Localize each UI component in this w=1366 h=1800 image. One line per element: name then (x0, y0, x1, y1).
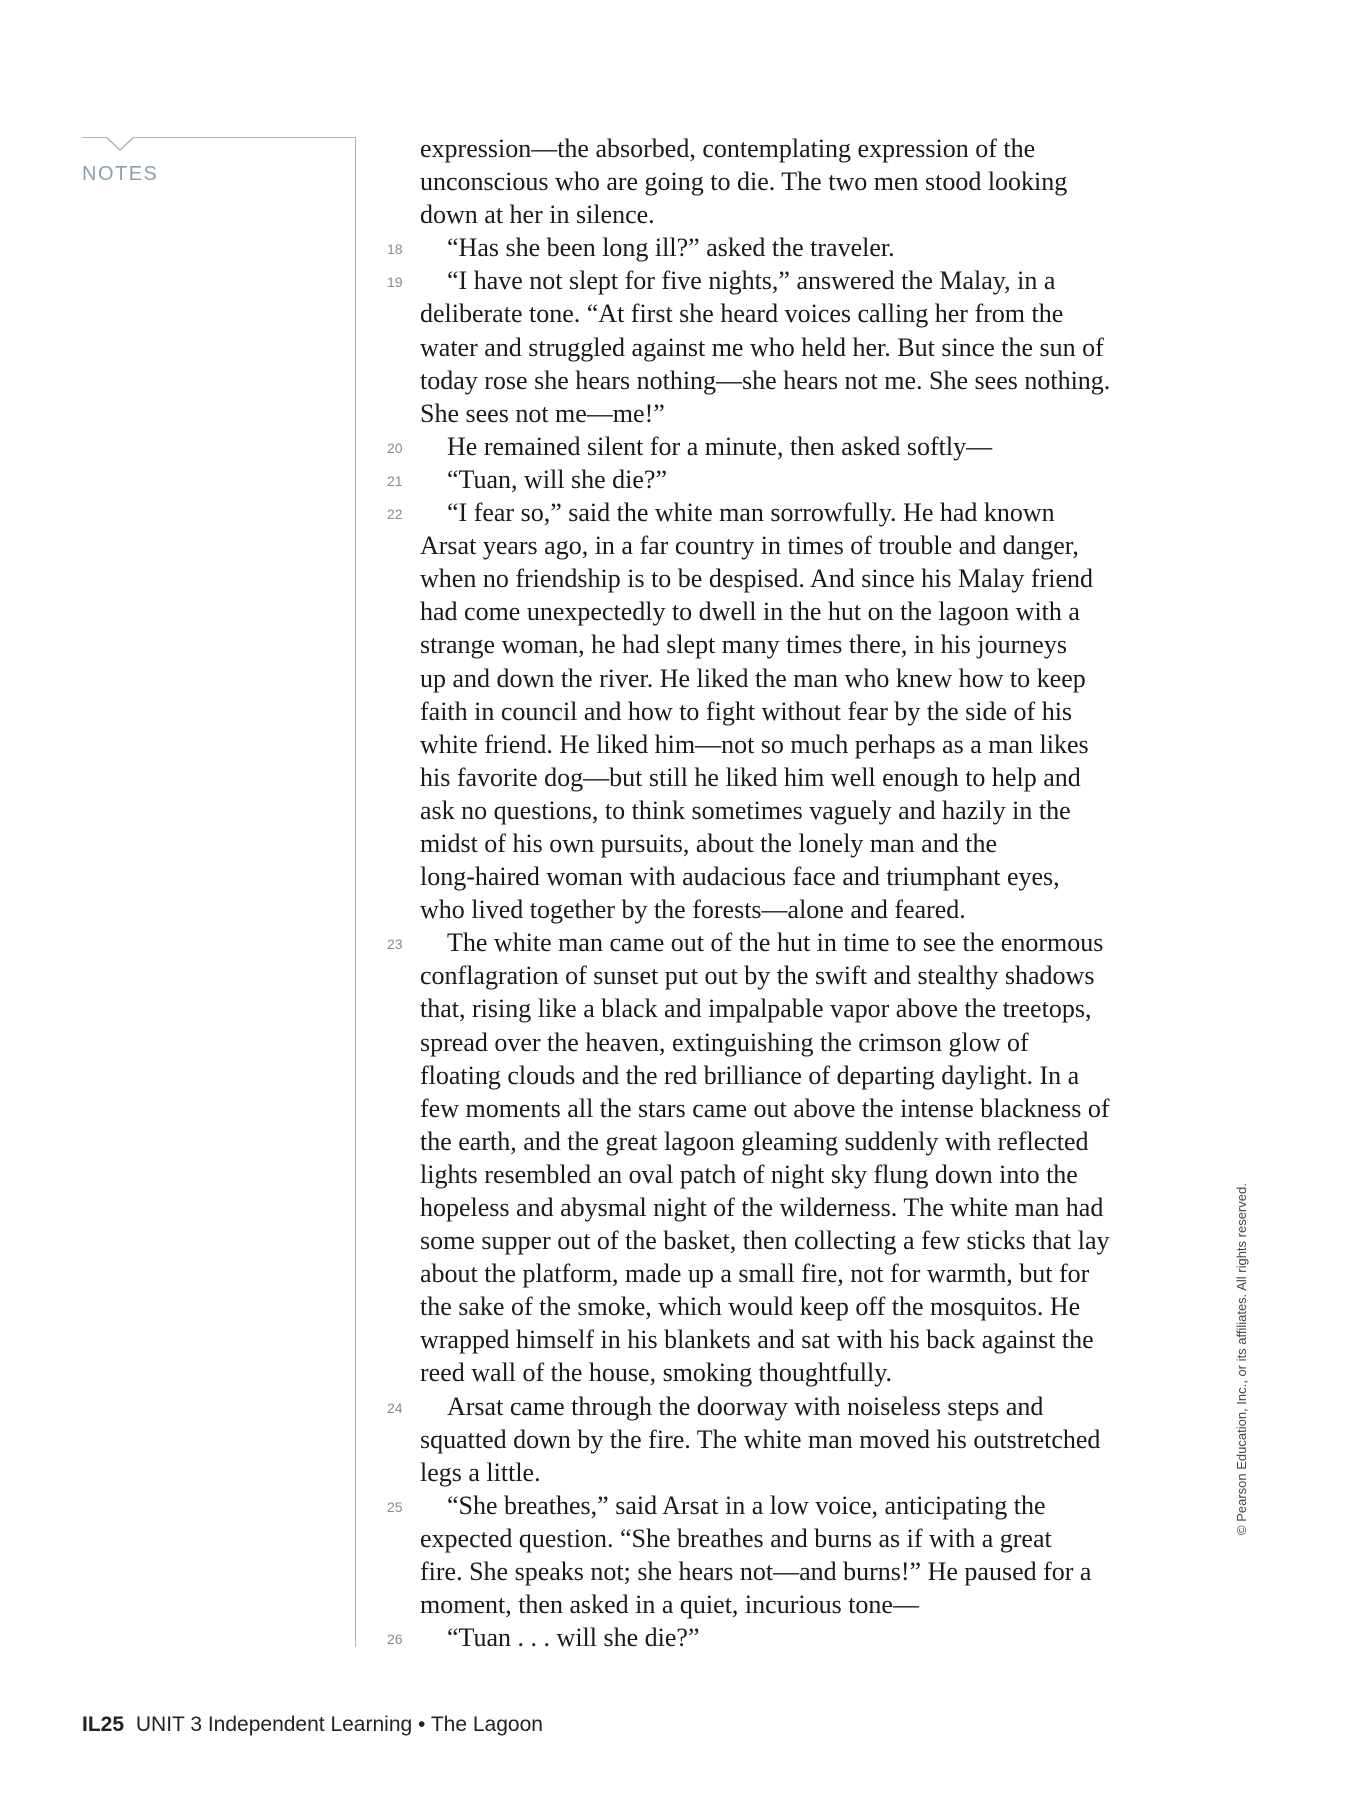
text-line (420, 297, 1170, 330)
text-line (420, 198, 1170, 231)
notes-right-rule (355, 137, 356, 1647)
paragraph (387, 463, 1170, 496)
text-line (420, 1522, 1170, 1555)
line-text: “Tuan, will she die?” (447, 464, 667, 494)
line-text: up and down the river. He liked the man who knew how to keep (420, 663, 1086, 693)
line-text: The white man came out of the hut in time to see the enormous (447, 928, 1104, 958)
line-text: the sake of the smoke, which would keep off the mosquitos. He (420, 1292, 1081, 1322)
line-text: strange woman, he had slept many times there, in his journeys (420, 630, 1067, 660)
text-line (420, 695, 1170, 728)
text-line (420, 1224, 1170, 1257)
paragraph-number: 18 (387, 241, 403, 258)
line-text: “I fear so,” said the white man sorrowfully. He had known (447, 498, 1055, 528)
text-line (420, 1158, 1170, 1191)
line-text: down at her in silence. (420, 200, 655, 230)
paragraph (420, 132, 1170, 231)
page-footer (82, 1713, 543, 1737)
line-text: floating clouds and the red brilliance of departing daylight. In a (420, 1060, 1080, 1090)
line-text: wrapped himself in his blankets and sat with his back against the (420, 1325, 1094, 1355)
text-line (420, 595, 1170, 628)
text-line (420, 1125, 1170, 1158)
text-line (387, 1621, 1170, 1654)
line-text: legs a little. (420, 1457, 541, 1487)
line-text: conflagration of sunset put out by the swift and stealthy shadows (420, 961, 1095, 991)
story-text (387, 132, 1170, 1654)
paragraph-number: 25 (387, 1498, 403, 1515)
line-text: “Tuan . . . will she die?” (447, 1623, 700, 1653)
line-text: expected question. “She breathes and burns as if with a great (420, 1523, 1052, 1553)
line-text: few moments all the stars came out above the intense blackness of (420, 1093, 1110, 1123)
paragraph (387, 430, 1170, 463)
text-line (420, 165, 1170, 198)
paragraph (387, 1390, 1170, 1489)
line-text: long-haired woman with audacious face and triumphant eyes, (420, 862, 1060, 892)
text-line (387, 231, 1170, 264)
text-line (387, 1489, 1170, 1522)
copyright-notice: © Pearson Education, Inc., or its affiliates. All rights reserved. (1234, 1183, 1249, 1535)
paragraph-number: 24 (387, 1399, 403, 1416)
text-line (387, 264, 1170, 297)
line-text: Arsat years ago, in a far country in times of trouble and danger, (420, 531, 1079, 561)
line-text: ask no questions, to think sometimes vaguely and hazily in the (420, 795, 1071, 825)
line-text: lights resembled an oval patch of night sky flung down into the (420, 1159, 1078, 1189)
line-text: Arsat came through the doorway with noiseless steps and (447, 1391, 1044, 1421)
text-line (420, 628, 1170, 661)
text-line (420, 1356, 1170, 1389)
text-line (420, 1456, 1170, 1489)
notes-label: NOTES (82, 163, 159, 185)
text-line (420, 397, 1170, 430)
line-text: fire. She speaks not; she hears not—and burns!” He paused for a (420, 1557, 1092, 1587)
paragraph (387, 231, 1170, 264)
text-line (420, 1323, 1170, 1356)
notes-margin (82, 137, 356, 1647)
line-text: unconscious who are going to die. The two men stood looking (420, 167, 1068, 197)
line-text: white friend. He liked him—not so much perhaps as a man likes (420, 729, 1089, 759)
text-line (420, 364, 1170, 397)
line-text: midst of his own pursuits, about the lonely man and the (420, 828, 997, 858)
text-line (420, 132, 1170, 165)
line-text: moment, then asked in a quiet, incurious tone— (420, 1590, 919, 1620)
text-line (420, 992, 1170, 1025)
text-line (387, 430, 1170, 463)
text-line (387, 463, 1170, 496)
text-line (420, 728, 1170, 761)
line-text: some supper out of the basket, then collecting a few sticks that lay (420, 1226, 1110, 1256)
paragraph (387, 496, 1170, 926)
text-line (420, 1555, 1170, 1588)
text-line (420, 529, 1170, 562)
paragraph-number: 26 (387, 1631, 403, 1648)
line-text: hopeless and abysmal night of the wilderness. The white man had (420, 1193, 1104, 1222)
text-line (387, 1390, 1170, 1423)
line-text: who lived together by the forests—alone and feared. (420, 895, 966, 925)
text-line (420, 860, 1170, 893)
notes-notch-icon (106, 136, 134, 152)
paragraph-number: 22 (387, 506, 403, 523)
paragraph-number: 20 (387, 439, 403, 456)
paragraph (387, 264, 1170, 429)
paragraph-number: 23 (387, 936, 403, 953)
text-line (420, 562, 1170, 595)
text-line (420, 959, 1170, 992)
text-line (387, 496, 1170, 529)
line-text: that, rising like a black and impalpable vapor above the treetops, (420, 994, 1092, 1024)
paragraph-number: 19 (387, 274, 403, 291)
line-text: “She breathes,” said Arsat in a low voice, anticipating the (447, 1490, 1046, 1520)
line-text: squatted down by the fire. The white man moved his outstretched (420, 1424, 1101, 1454)
text-line (420, 761, 1170, 794)
text-line (420, 1423, 1170, 1456)
text-line (420, 1588, 1170, 1621)
text-line (420, 331, 1170, 364)
line-text: expression—the absorbed, contemplating expression of the (420, 134, 1036, 163)
line-text: faith in council and how to fight without fear by the side of his (420, 696, 1073, 726)
line-text: had come unexpectedly to dwell in the hut on the lagoon with a (420, 597, 1080, 627)
text-line (420, 1059, 1170, 1092)
footer-title: UNIT 3 Independent Learning • The Lagoon (135, 1713, 543, 1736)
paragraph (387, 926, 1170, 1389)
paragraph (387, 1621, 1170, 1654)
line-text: today rose she hears nothing—she hears not me. She sees nothing. (420, 365, 1111, 395)
text-line (420, 893, 1170, 926)
line-text: when no friendship is to be despised. And since his Malay friend (420, 564, 1093, 594)
line-text: about the platform, made up a small fire, not for warmth, but for (420, 1259, 1090, 1289)
line-text: She sees not me—me!” (420, 398, 665, 428)
line-text: water and struggled against me who held her. But since the sun of (420, 332, 1104, 362)
text-line (420, 794, 1170, 827)
line-text: “Has she been long ill?” asked the traveler. (447, 233, 895, 263)
line-text: “I have not slept for five nights,” answered the Malay, in a (447, 266, 1056, 296)
text-line (420, 827, 1170, 860)
line-text: spread over the heaven, extinguishing the crimson glow of (420, 1027, 1029, 1057)
line-text: He remained silent for a minute, then asked softly— (447, 431, 993, 461)
paragraph-number: 21 (387, 472, 403, 489)
paragraph (387, 1489, 1170, 1621)
text-line (420, 1257, 1170, 1290)
text-line (420, 1092, 1170, 1125)
text-line (420, 1191, 1170, 1224)
text-line (387, 926, 1170, 959)
line-text: the earth, and the great lagoon gleaming suddenly with reflected (420, 1126, 1089, 1156)
page-folio: IL25 (82, 1713, 125, 1736)
line-text: reed wall of the house, smoking thoughtfully. (420, 1358, 893, 1388)
line-text: his favorite dog—but still he liked him well enough to help and (420, 762, 1081, 792)
text-line (420, 1290, 1170, 1323)
line-text: deliberate tone. “At first she heard voices calling her from the (420, 299, 1064, 329)
text-line (420, 662, 1170, 695)
text-line (420, 1026, 1170, 1059)
